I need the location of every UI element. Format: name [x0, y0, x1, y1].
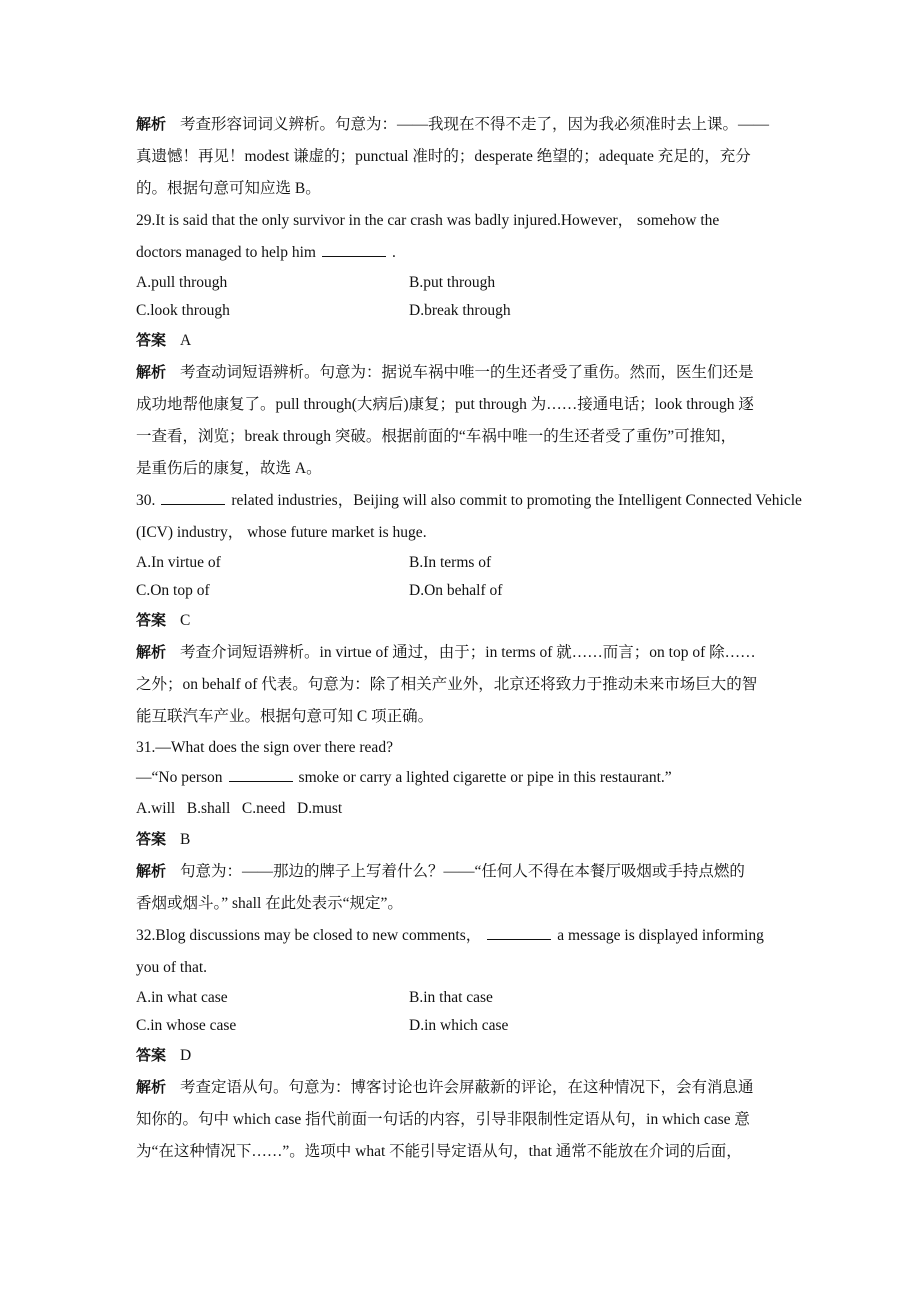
option-b: B.put through: [409, 274, 496, 291]
q30-answer: [136, 605, 788, 636]
question-stem: 30. related industries，Beijing will also commit to promoting the Intelligent Connected Vehicle: [136, 492, 802, 509]
answer-label: 答案: [136, 830, 167, 848]
question-stem: doctors managed to help him .: [136, 244, 396, 261]
q31-options: A.will B.shall C.need D.must: [136, 800, 343, 817]
answer-blank: [229, 780, 293, 782]
analysis-line: 之外；on behalf of 代表。句意为：除了相关产业外，北京还将致力于推动未来市场巨大的智: [136, 676, 758, 693]
option-d: D.in which case: [409, 1017, 509, 1034]
analysis-line: 为“在这种情况下……”。选项中 what 不能引导定语从句，that 通常不能放在介词的后面，: [136, 1143, 742, 1160]
analysis-line: 解析 句意为：——那边的牌子上写着什么？——“任何人不得在本餐厅吸烟或手持点燃的: [136, 862, 745, 880]
question-stem: 32.Blog discussions may be closed to new comments， a message is displayed informing: [136, 927, 764, 944]
option-b: B.In terms of: [409, 554, 492, 571]
q32-options-row: [136, 984, 788, 1012]
q32-question: [136, 920, 788, 984]
q29-options-row: [136, 269, 788, 297]
q28-analysis: [136, 108, 788, 205]
analysis-line: 解析 考查形容词词义辨析。句意为：——我现在不得不走了，因为我必须准时去上课。——: [136, 115, 770, 133]
analysis-line: 知你的。句中 which case 指代前面一句话的内容，引导非限制性定语从句，in which case 意: [136, 1111, 750, 1128]
answer-label: 答案: [136, 611, 167, 629]
q31-analysis: [136, 855, 788, 920]
analysis-line: 的。根据句意可知应选 B。: [136, 180, 321, 197]
q29-answer: [136, 325, 788, 356]
analysis-line: 一查看，浏览；break through 突破。根据前面的“车祸中唯一的生还者受了重伤”可推知，: [136, 428, 737, 445]
q30-options-row: [136, 577, 788, 605]
analysis-label: 解析: [136, 1078, 167, 1096]
option-d: D.break through: [409, 302, 511, 319]
q31-answer: [136, 824, 788, 855]
option-c: C.look through: [136, 302, 230, 319]
q29-analysis: [136, 356, 788, 485]
analysis-line: 真遗憾！再见！modest 谦虚的；punctual 准时的；desperate 绝望的；adequate 充足的，充分: [136, 148, 751, 165]
option-b: B.in that case: [409, 989, 493, 1006]
analysis-line: 能互联汽车产业。根据句意可知 C 项正确。: [136, 708, 434, 725]
analysis-line: 香烟或烟斗。” shall 在此处表示“规定”。: [136, 895, 403, 912]
answer-blank: [487, 938, 551, 940]
option-a: A.In virtue of: [136, 554, 221, 571]
question-stem: (ICV) industry， whose future market is huge.: [136, 524, 427, 541]
analysis-line: 解析 考查动词短语辨析。句意为：据说车祸中唯一的生还者受了重伤。然而，医生们还是: [136, 363, 754, 381]
question-stem: 29.It is said that the only survivor in the car crash was badly injured.However， somehow the: [136, 212, 720, 229]
option-c: C.in whose case: [136, 1017, 237, 1034]
q29-options-row: [136, 297, 788, 325]
q32-analysis: [136, 1071, 788, 1168]
option-c: C.On top of: [136, 582, 210, 599]
q30-analysis: [136, 636, 788, 733]
analysis-line: 解析 考查定语从句。句意为：博客讨论也许会屏蔽新的评论，在这种情况下，会有消息通: [136, 1078, 754, 1096]
analysis-label: 解析: [136, 862, 167, 880]
q32-options-row: [136, 1012, 788, 1040]
answer-blank: [161, 503, 225, 505]
analysis-label: 解析: [136, 115, 167, 133]
answer-value: C: [180, 612, 191, 629]
option-d: D.On behalf of: [409, 582, 503, 599]
question-stem: —“No person smoke or carry a lighted cigarette or pipe in this restaurant.”: [136, 769, 672, 786]
analysis-label: 解析: [136, 643, 167, 661]
answer-value: D: [180, 1047, 192, 1064]
option-a: A.pull through: [136, 274, 228, 291]
question-stem: 31.—What does the sign over there read?: [136, 739, 393, 756]
answer-label: 答案: [136, 1046, 167, 1064]
answer-blank: [322, 255, 386, 257]
q32-answer: [136, 1040, 788, 1071]
q31-question: [136, 733, 788, 794]
answer-value: A: [180, 332, 192, 349]
option-a: A.in what case: [136, 989, 228, 1006]
analysis-line: 是重伤后的康复，故选 A。: [136, 460, 322, 477]
analysis-label: 解析: [136, 363, 167, 381]
answer-label: 答案: [136, 331, 167, 349]
question-stem: you of that.: [136, 959, 208, 976]
analysis-line: 成功地帮他康复了。pull through(大病后)康复；put through 为……接通电话；look through 逐: [136, 396, 754, 413]
analysis-line: 解析 考查介词短语辨析。in virtue of 通过，由于；in terms of 就……而言；on top of 除……: [136, 643, 756, 661]
document-page: [136, 108, 802, 1168]
answer-value: B: [180, 831, 191, 848]
q30-options-row: [136, 549, 788, 577]
q30-question: [136, 485, 802, 549]
q29-question: [136, 205, 788, 269]
